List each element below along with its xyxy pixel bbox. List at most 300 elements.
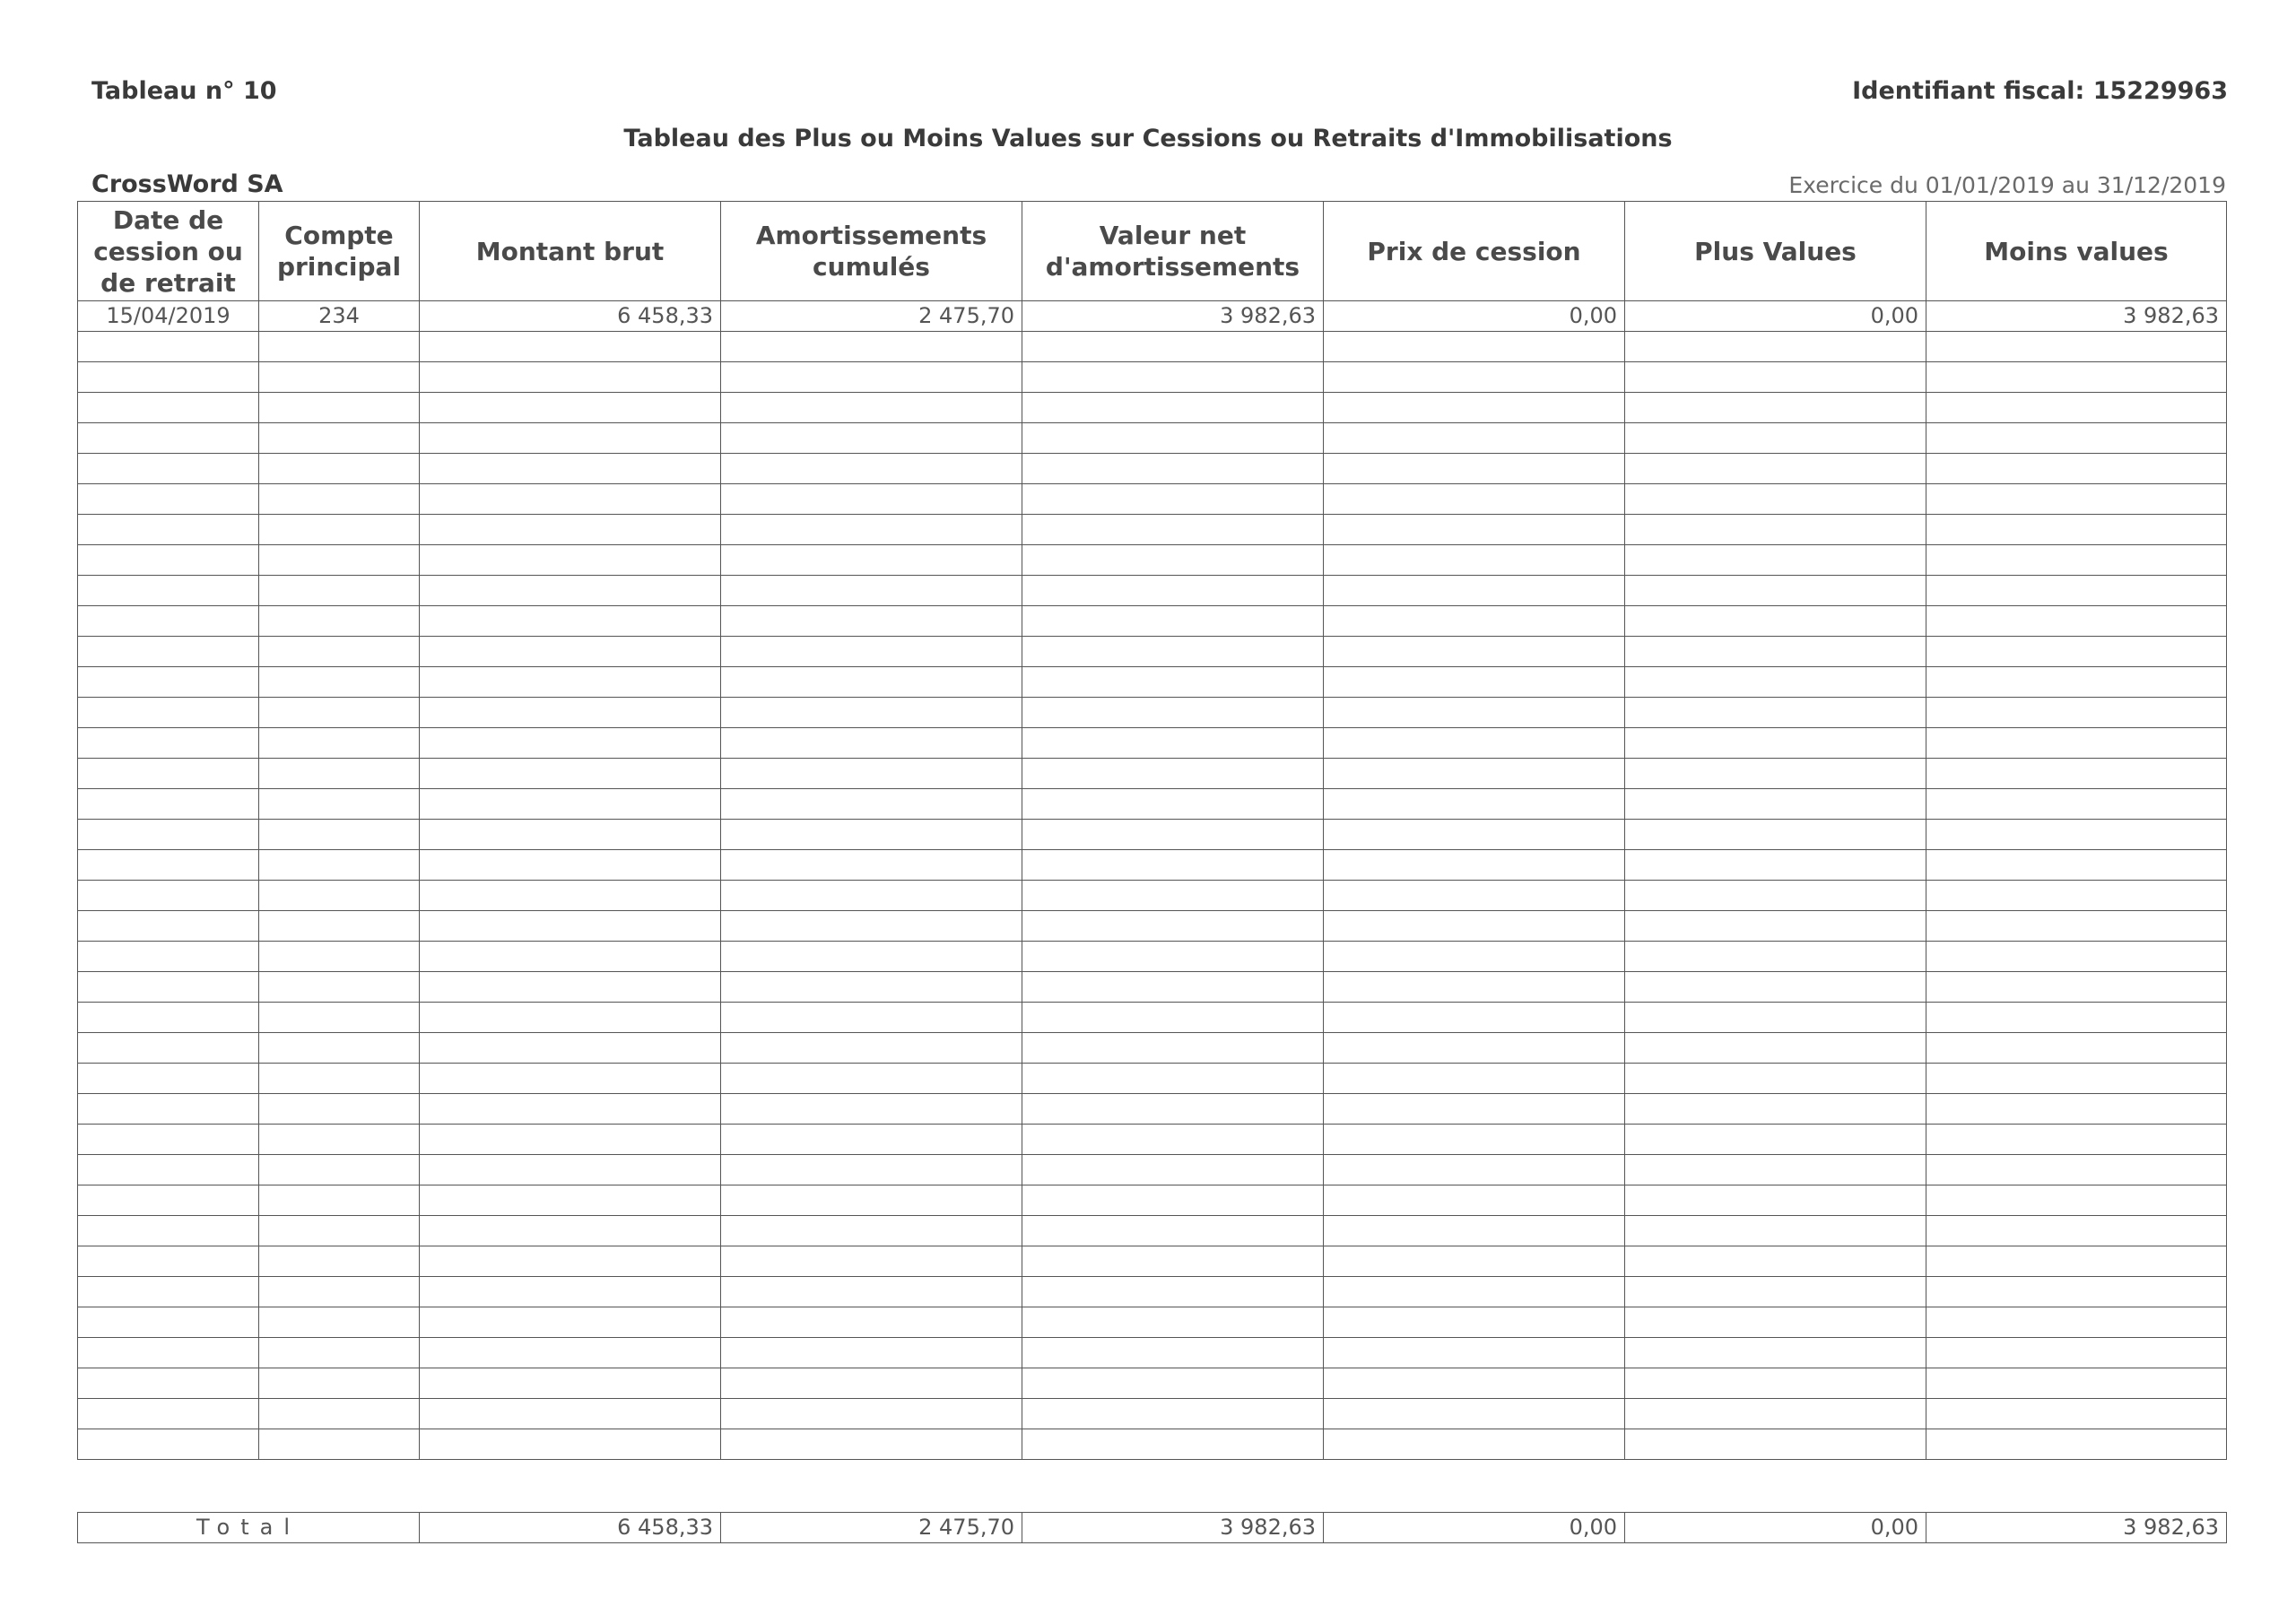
empty-table-row (78, 576, 2227, 606)
empty-cell (1022, 1246, 1324, 1277)
empty-cell (259, 820, 420, 850)
disposals-table (77, 201, 2227, 1460)
total-accumulated-depreciation: 2 475,70 (721, 1513, 1022, 1543)
empty-cell (1022, 1033, 1324, 1064)
empty-cell (1625, 1368, 1926, 1399)
empty-cell (1324, 393, 1625, 423)
empty-cell (78, 789, 259, 820)
empty-cell (1625, 454, 1926, 484)
empty-cell (1022, 972, 1324, 1003)
empty-cell (1926, 942, 2227, 972)
empty-cell (259, 789, 420, 820)
empty-table-row (78, 911, 2227, 942)
empty-cell (420, 637, 721, 667)
empty-cell (78, 1064, 259, 1094)
empty-cell (259, 1064, 420, 1094)
empty-cell (1022, 789, 1324, 820)
empty-cell (1926, 1246, 2227, 1277)
empty-cell (1625, 1307, 1926, 1338)
empty-cell (259, 637, 420, 667)
empty-cell (721, 881, 1022, 911)
empty-table-row (78, 1185, 2227, 1216)
company-name: CrossWord SA (91, 170, 283, 198)
empty-cell (1324, 423, 1625, 454)
empty-cell (420, 393, 721, 423)
empty-cell (420, 1307, 721, 1338)
empty-cell (1324, 1094, 1625, 1125)
empty-cell (420, 1216, 721, 1246)
empty-cell (78, 637, 259, 667)
cell-date: 15/04/2019 (78, 301, 259, 332)
empty-cell (259, 1155, 420, 1185)
empty-cell (1324, 1399, 1625, 1429)
empty-cell (721, 393, 1022, 423)
empty-cell (1324, 1185, 1625, 1216)
fiscal-period: Exercice du 01/01/2019 au 31/12/2019 (1788, 172, 2226, 198)
empty-cell (420, 698, 721, 728)
empty-cell (721, 332, 1022, 362)
empty-cell (78, 332, 259, 362)
empty-cell (259, 1338, 420, 1368)
empty-cell (1324, 1246, 1625, 1277)
empty-cell (1926, 1064, 2227, 1094)
empty-table-row (78, 1216, 2227, 1246)
empty-cell (721, 1368, 1022, 1399)
empty-cell (1926, 1125, 2227, 1155)
empty-cell (721, 606, 1022, 637)
empty-cell (1625, 728, 1926, 759)
empty-cell (1926, 1399, 2227, 1429)
empty-cell (721, 820, 1022, 850)
empty-cell (721, 1094, 1022, 1125)
empty-table-row (78, 1368, 2227, 1399)
empty-table-row (78, 728, 2227, 759)
empty-cell (1022, 1429, 1324, 1460)
empty-cell (1022, 1277, 1324, 1307)
empty-cell (721, 1399, 1022, 1429)
empty-cell (1625, 789, 1926, 820)
empty-cell (78, 1033, 259, 1064)
empty-table-row (78, 515, 2227, 545)
table-row (78, 301, 2227, 332)
empty-cell (259, 1246, 420, 1277)
empty-cell (78, 1185, 259, 1216)
empty-cell (1324, 728, 1625, 759)
empty-cell (721, 1338, 1022, 1368)
empty-cell (1625, 759, 1926, 789)
empty-cell (1022, 1185, 1324, 1216)
document-title: Tableau des Plus ou Moins Values sur Cessions ou Retraits d'Immobilisations (623, 125, 1673, 152)
empty-cell (420, 1429, 721, 1460)
empty-cell (721, 911, 1022, 942)
empty-cell (78, 1155, 259, 1185)
empty-cell (1022, 1094, 1324, 1125)
empty-table-row (78, 332, 2227, 362)
empty-cell (259, 1003, 420, 1033)
empty-cell (721, 1064, 1022, 1094)
empty-cell (721, 1155, 1022, 1185)
empty-cell (1926, 759, 2227, 789)
empty-cell (1324, 789, 1625, 820)
empty-table-row (78, 1125, 2227, 1155)
empty-cell (1022, 1399, 1324, 1429)
empty-cell (420, 820, 721, 850)
empty-cell (721, 850, 1022, 881)
empty-cell (721, 454, 1022, 484)
empty-cell (420, 332, 721, 362)
empty-cell (420, 1064, 721, 1094)
empty-cell (1022, 850, 1324, 881)
empty-cell (721, 1307, 1022, 1338)
empty-cell (420, 1185, 721, 1216)
empty-cell (1324, 1155, 1625, 1185)
empty-cell (721, 789, 1022, 820)
empty-cell (420, 362, 721, 393)
empty-cell (1022, 942, 1324, 972)
empty-cell (1926, 515, 2227, 545)
empty-cell (420, 1033, 721, 1064)
empty-cell (721, 942, 1022, 972)
empty-cell (78, 1216, 259, 1246)
empty-cell (1926, 1277, 2227, 1307)
total-row (78, 1513, 2227, 1543)
empty-cell (78, 1338, 259, 1368)
empty-cell (1926, 667, 2227, 698)
empty-cell (1324, 1064, 1625, 1094)
empty-cell (1926, 1094, 2227, 1125)
empty-cell (1926, 545, 2227, 576)
empty-cell (78, 1277, 259, 1307)
empty-table-row (78, 698, 2227, 728)
empty-cell (420, 789, 721, 820)
column-header-accumulated-depreciation: Amortissements cumulés (721, 202, 1022, 301)
table-number: Tableau n° 10 (91, 77, 277, 105)
total-label: Total (78, 1513, 420, 1543)
empty-cell (259, 454, 420, 484)
empty-cell (1022, 1307, 1324, 1338)
empty-cell (420, 972, 721, 1003)
empty-cell (1926, 1307, 2227, 1338)
empty-cell (1324, 332, 1625, 362)
empty-cell (1926, 850, 2227, 881)
empty-cell (1022, 698, 1324, 728)
empty-cell (1324, 1003, 1625, 1033)
empty-cell (78, 1368, 259, 1399)
empty-cell (78, 728, 259, 759)
empty-cell (1625, 393, 1926, 423)
empty-cell (259, 911, 420, 942)
empty-cell (259, 576, 420, 606)
empty-cell (721, 1033, 1022, 1064)
empty-cell (78, 454, 259, 484)
empty-table-row (78, 1399, 2227, 1429)
empty-cell (1022, 393, 1324, 423)
empty-cell (1926, 362, 2227, 393)
empty-cell (1022, 881, 1324, 911)
empty-cell (78, 1094, 259, 1125)
empty-cell (1324, 759, 1625, 789)
empty-cell (259, 881, 420, 911)
empty-cell (1324, 362, 1625, 393)
empty-cell (1324, 515, 1625, 545)
empty-cell (1324, 1338, 1625, 1368)
empty-cell (1625, 362, 1926, 393)
empty-cell (78, 1307, 259, 1338)
column-header-net-value: Valeur net d'amortissements (1022, 202, 1324, 301)
empty-cell (1625, 332, 1926, 362)
empty-cell (1926, 1155, 2227, 1185)
column-header-gross-amount: Montant brut (420, 202, 721, 301)
empty-table-row (78, 667, 2227, 698)
empty-cell (1926, 576, 2227, 606)
empty-cell (1625, 1246, 1926, 1277)
empty-table-row (78, 789, 2227, 820)
empty-cell (78, 698, 259, 728)
empty-cell (78, 667, 259, 698)
cell-sale-price: 0,00 (1324, 301, 1625, 332)
empty-cell (420, 942, 721, 972)
empty-cell (1324, 576, 1625, 606)
empty-cell (1926, 728, 2227, 759)
empty-cell (1926, 698, 2227, 728)
empty-cell (420, 1277, 721, 1307)
empty-cell (1022, 1064, 1324, 1094)
empty-cell (721, 698, 1022, 728)
total-sale-price: 0,00 (1324, 1513, 1625, 1543)
empty-cell (420, 515, 721, 545)
empty-table-row (78, 1277, 2227, 1307)
empty-cell (721, 1185, 1022, 1216)
empty-cell (259, 362, 420, 393)
empty-cell (259, 942, 420, 972)
empty-cell (1926, 911, 2227, 942)
empty-cell (1625, 698, 1926, 728)
empty-cell (721, 515, 1022, 545)
empty-cell (78, 1246, 259, 1277)
empty-cell (78, 1429, 259, 1460)
empty-cell (78, 942, 259, 972)
empty-table-row (78, 972, 2227, 1003)
column-header-date: Date de cession ou de retrait (78, 202, 259, 301)
empty-cell (721, 576, 1022, 606)
empty-cell (721, 545, 1022, 576)
empty-table-row (78, 1064, 2227, 1094)
total-net-value: 3 982,63 (1022, 1513, 1324, 1543)
empty-cell (1926, 606, 2227, 637)
empty-cell (78, 484, 259, 515)
empty-cell (1022, 576, 1324, 606)
empty-table-row (78, 820, 2227, 850)
empty-cell (1625, 637, 1926, 667)
empty-cell (420, 1125, 721, 1155)
empty-cell (1324, 911, 1625, 942)
empty-cell (1324, 1368, 1625, 1399)
empty-cell (78, 759, 259, 789)
empty-cell (721, 1003, 1022, 1033)
empty-cell (1625, 820, 1926, 850)
empty-cell (1022, 423, 1324, 454)
empty-cell (420, 850, 721, 881)
empty-cell (78, 850, 259, 881)
empty-cell (259, 1125, 420, 1155)
empty-cell (1625, 606, 1926, 637)
empty-cell (1022, 820, 1324, 850)
empty-cell (1926, 393, 2227, 423)
empty-cell (1625, 1033, 1926, 1064)
empty-cell (420, 1246, 721, 1277)
empty-cell (1926, 881, 2227, 911)
empty-table-row (78, 942, 2227, 972)
empty-cell (259, 698, 420, 728)
empty-cell (1324, 484, 1625, 515)
empty-cell (1324, 606, 1625, 637)
empty-cell (1022, 1368, 1324, 1399)
empty-cell (259, 667, 420, 698)
empty-cell (259, 1429, 420, 1460)
empty-table-row (78, 850, 2227, 881)
empty-cell (721, 1277, 1022, 1307)
empty-table-row (78, 1155, 2227, 1185)
empty-cell (420, 911, 721, 942)
empty-cell (1926, 1003, 2227, 1033)
empty-cell (1625, 942, 1926, 972)
empty-cell (1926, 1216, 2227, 1246)
empty-cell (1324, 1216, 1625, 1246)
empty-cell (721, 759, 1022, 789)
column-header-capital-losses: Moins values (1926, 202, 2227, 301)
empty-cell (721, 362, 1022, 393)
empty-cell (1022, 1003, 1324, 1033)
empty-cell (259, 393, 420, 423)
empty-table-row (78, 637, 2227, 667)
empty-cell (721, 1125, 1022, 1155)
total-table (77, 1512, 2227, 1543)
empty-cell (78, 515, 259, 545)
empty-cell (78, 423, 259, 454)
empty-cell (420, 1368, 721, 1399)
empty-cell (1022, 911, 1324, 942)
empty-cell (420, 1399, 721, 1429)
empty-cell (1022, 332, 1324, 362)
empty-cell (1324, 637, 1625, 667)
empty-cell (1625, 1064, 1926, 1094)
empty-cell (1926, 637, 2227, 667)
empty-cell (1926, 1429, 2227, 1460)
empty-cell (721, 1429, 1022, 1460)
empty-cell (78, 606, 259, 637)
empty-cell (420, 484, 721, 515)
column-header-sale-price: Prix de cession (1324, 202, 1625, 301)
empty-cell (78, 393, 259, 423)
empty-cell (420, 545, 721, 576)
empty-cell (420, 606, 721, 637)
empty-cell (259, 1368, 420, 1399)
empty-cell (1625, 1338, 1926, 1368)
empty-cell (78, 1003, 259, 1033)
empty-cell (721, 728, 1022, 759)
empty-cell (420, 1094, 721, 1125)
empty-cell (259, 484, 420, 515)
empty-cell (1625, 911, 1926, 942)
empty-cell (721, 972, 1022, 1003)
empty-table-row (78, 606, 2227, 637)
empty-cell (721, 637, 1022, 667)
empty-cell (1625, 1094, 1926, 1125)
empty-cell (1324, 942, 1625, 972)
empty-table-row (78, 1338, 2227, 1368)
empty-cell (721, 1216, 1022, 1246)
empty-cell (259, 850, 420, 881)
empty-cell (420, 667, 721, 698)
empty-cell (420, 454, 721, 484)
empty-table-row (78, 423, 2227, 454)
empty-cell (1022, 484, 1324, 515)
empty-cell (259, 423, 420, 454)
empty-cell (78, 362, 259, 393)
empty-cell (78, 1399, 259, 1429)
empty-cell (1022, 1155, 1324, 1185)
empty-cell (1926, 972, 2227, 1003)
empty-cell (259, 515, 420, 545)
empty-cell (1022, 1125, 1324, 1155)
empty-cell (1324, 1277, 1625, 1307)
empty-cell (1926, 820, 2227, 850)
empty-cell (1625, 881, 1926, 911)
empty-cell (259, 545, 420, 576)
empty-cell (420, 1003, 721, 1033)
empty-cell (1625, 515, 1926, 545)
cell-account: 234 (259, 301, 420, 332)
empty-cell (1926, 1368, 2227, 1399)
empty-cell (259, 1216, 420, 1246)
empty-cell (1324, 972, 1625, 1003)
empty-cell (420, 1155, 721, 1185)
empty-cell (259, 1033, 420, 1064)
empty-cell (420, 881, 721, 911)
cell-capital-losses: 3 982,63 (1926, 301, 2227, 332)
empty-cell (1926, 789, 2227, 820)
empty-cell (1625, 484, 1926, 515)
empty-cell (1625, 667, 1926, 698)
empty-cell (1022, 545, 1324, 576)
empty-cell (1625, 850, 1926, 881)
empty-cell (259, 1399, 420, 1429)
empty-cell (1625, 423, 1926, 454)
empty-cell (1022, 515, 1324, 545)
empty-cell (1625, 1216, 1926, 1246)
empty-cell (78, 911, 259, 942)
empty-cell (78, 576, 259, 606)
empty-cell (1022, 606, 1324, 637)
empty-cell (1022, 637, 1324, 667)
empty-cell (1324, 545, 1625, 576)
empty-cell (1625, 972, 1926, 1003)
empty-cell (420, 423, 721, 454)
empty-cell (1324, 850, 1625, 881)
total-capital-gains: 0,00 (1625, 1513, 1926, 1543)
column-header-account: Compte principal (259, 202, 420, 301)
empty-cell (1324, 698, 1625, 728)
empty-cell (420, 1338, 721, 1368)
empty-table-row (78, 1307, 2227, 1338)
empty-cell (1324, 820, 1625, 850)
empty-cell (1625, 1155, 1926, 1185)
empty-table-row (78, 484, 2227, 515)
empty-cell (721, 484, 1022, 515)
empty-cell (1324, 1307, 1625, 1338)
empty-cell (1625, 1185, 1926, 1216)
empty-cell (1324, 881, 1625, 911)
